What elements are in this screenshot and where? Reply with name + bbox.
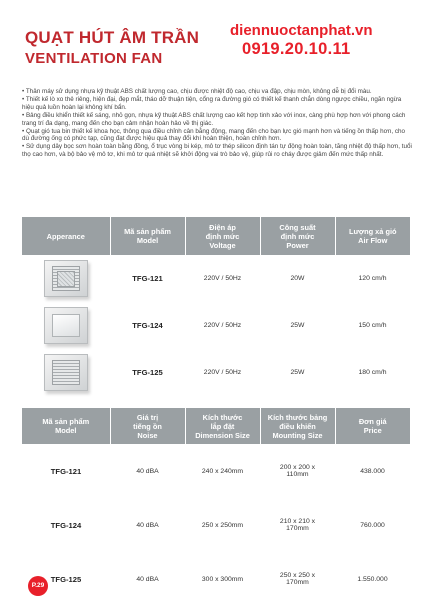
- title-en: VENTILATION FAN: [25, 50, 163, 67]
- spec-table: [22, 217, 410, 396]
- col-airflow: Lượng xả gió Air Flow: [335, 217, 410, 255]
- airflow-cell: 150 cm/h: [358, 322, 387, 329]
- model-cell: TFG-121: [132, 274, 163, 283]
- col-model: Mã sản phẩm Model: [110, 217, 185, 255]
- voltage-cell: 220V / 50Hz: [203, 322, 242, 329]
- col-voltage: Điện áp định mức Voltage: [185, 217, 260, 255]
- col-mounting: Kích thước bảng điều khiển Mounting Size: [260, 408, 335, 444]
- title-vn: QUẠT HÚT ÂM TRẦN: [25, 28, 200, 47]
- col-price: Đơn giá Price: [335, 408, 410, 444]
- feature-item: • Thiết kế lò xo thẻ riêng, hiện đại, đẹp mắt, tháo dỡ thuận tiện, cổng ra đường gió có thiết kế thanh chắn dòng ngược chiều, ngăn ngừa hiệu quả luồn hoàn lại không khí bẩn.: [22, 95, 402, 111]
- brand-phone[interactable]: 0919.20.10.11: [242, 40, 351, 58]
- model-cell: TFG-124: [132, 321, 163, 330]
- page-number-badge: P.29: [28, 576, 48, 596]
- model-cell: TFG-125: [50, 574, 82, 584]
- model-cell: TFG-124: [50, 520, 82, 530]
- dimension-cell: 240 x 240mm: [201, 467, 244, 475]
- voltage-cell: 220V / 50Hz: [203, 369, 242, 376]
- feature-item: • Bảng điều khiển thiết kế sáng, nhỏ gọn, nhựa kỹ thuật ABS chất lượng cao kết hợp tinh xảo với inox, càng phù hợp hơn với phong cách trang trí đa dạng, mang đến cho bạn cảm nhận hoàn hảo về thị giác.: [22, 111, 406, 127]
- noise-cell: 40 dBA: [136, 467, 159, 475]
- brand-website[interactable]: diennuoctanphat.vn: [230, 22, 373, 39]
- model-cell: TFG-121: [50, 466, 82, 476]
- mounting-cell: 200 x 200 x 110mm: [279, 464, 316, 478]
- col-power: Công suất định mức Power: [260, 217, 335, 255]
- table-header-row: [22, 217, 410, 255]
- fan-panel-image: [44, 307, 88, 344]
- dimension-cell: 300 x 300mm: [201, 575, 244, 583]
- noise-cell: 40 dBA: [136, 521, 159, 529]
- feature-item: • Quạt gió tua bin thiết kế khoa học, thông qua điều chỉnh cân bằng động, mang đến cho bạn lực gió mạnh hơn và tiếng ồn thấp hơn, cho dù đường ống có phức tạp, cũng đạt được hiệu quả thay đổi khí hoàn thiện, hoàn chỉnh hơn.: [22, 127, 405, 143]
- mounting-cell: 250 x 250 x 170mm: [279, 572, 316, 586]
- table-row: [22, 302, 410, 349]
- fan-louver-image: [44, 354, 88, 391]
- col-model: Mã sản phẩm Model: [22, 408, 110, 444]
- price-cell: 760.000: [360, 521, 385, 529]
- col-noise: Giá trị tiếng ồn Noise: [110, 408, 185, 444]
- price-cell: 438.000: [360, 467, 385, 475]
- table-row: [22, 552, 410, 606]
- feature-item: • Sử dụng dây bọc sơn hoàn toàn bằng đồng, ổ trục vòng bi kép, mô tơ thép silicon định tán tự động hoàn toàn, tăng nhiệt độ thấp hơn, tuổi thọ cao hơn, và bộ bảo vệ mô tơ, khi mô tơ quá nhiệt sẽ khởi động vai trò bảo vệ, giúp rủi ro cháy được giảm đến mức thấp nhất.: [22, 143, 412, 159]
- table-header-row: [22, 408, 410, 444]
- table-row: [22, 498, 410, 552]
- size-price-table: [22, 408, 410, 606]
- airflow-cell: 180 cm/h: [358, 369, 387, 376]
- power-cell: 20W: [290, 275, 305, 282]
- power-cell: 25W: [290, 322, 305, 329]
- table-row: [22, 444, 410, 498]
- col-dimension: Kích thước lắp đặt Dimension Size: [185, 408, 260, 444]
- mounting-cell: 210 x 210 x 170mm: [279, 518, 316, 532]
- model-cell: TFG-125: [132, 368, 163, 377]
- dimension-cell: 250 x 250mm: [201, 521, 244, 529]
- fan-grille-image: [44, 260, 88, 297]
- power-cell: 25W: [290, 369, 305, 376]
- noise-cell: 40 dBA: [136, 575, 159, 583]
- col-appearance: Apperance: [22, 217, 110, 255]
- voltage-cell: 220V / 50Hz: [203, 275, 242, 282]
- feature-list: [22, 88, 412, 159]
- airflow-cell: 120 cm/h: [358, 275, 387, 282]
- feature-item: • Thân máy sử dụng nhựa kỹ thuật ABS chất lượng cao, chịu được nhiệt độ cao, chịu va đập, chịu mòn, không dễ bị đổi màu.: [22, 88, 372, 95]
- price-cell: 1.550.000: [357, 575, 388, 583]
- table-row: [22, 349, 410, 396]
- table-row: [22, 255, 410, 302]
